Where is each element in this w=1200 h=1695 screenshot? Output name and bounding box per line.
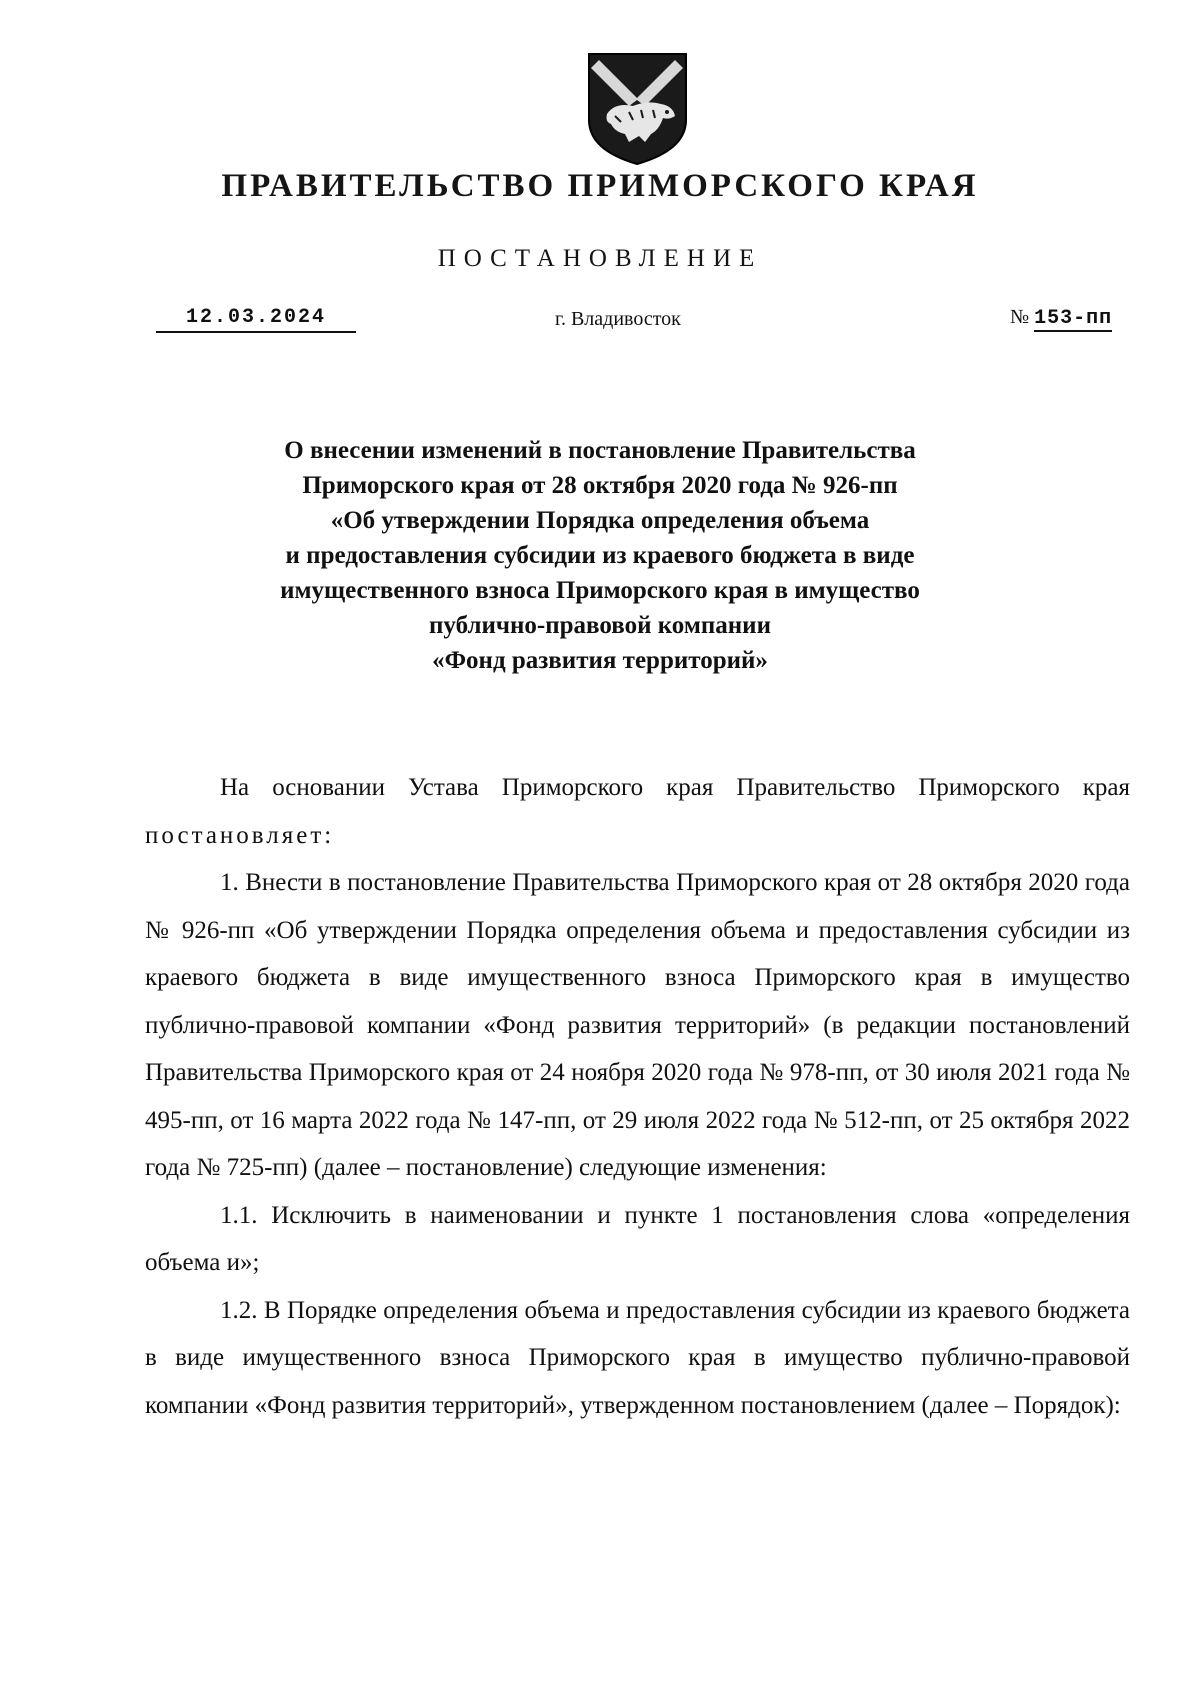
document-body bbox=[145, 764, 1130, 1429]
coat-of-arms-icon bbox=[585, 50, 690, 168]
document-city: г. Владивосток bbox=[555, 308, 681, 330]
document-type: ПОСТАНОВЛЕНИЕ bbox=[437, 245, 763, 272]
subject-line: «Об утверждении Порядка определения объема bbox=[330, 507, 870, 534]
government-title: ПРАВИТЕЛЬСТВО ПРИМОРСКОГО КРАЯ bbox=[221, 168, 979, 204]
subject-line: публично-правовой компании bbox=[429, 612, 771, 639]
subject-line: «Фонд развития территорий» bbox=[432, 647, 768, 674]
document-date: 12.03.2024 bbox=[156, 306, 356, 333]
document-number bbox=[1010, 306, 1112, 330]
number-value: 153-пп bbox=[1034, 307, 1113, 330]
subject-line: имущественного взноса Приморского края в имущество bbox=[280, 577, 920, 604]
intro-colon: : bbox=[324, 821, 332, 849]
paragraph-item-1-2: 1.2. В Порядке определения объема и предоставления субсидии из краевого бюджета в виде имущественного взноса Приморского края в имущество публично-правовой компании «Фонд развития территорий», утвержденном постановлением (далее – Порядок): bbox=[145, 1296, 1130, 1419]
decree-word: постановляет bbox=[145, 821, 325, 849]
subject-line: О внесении изменений в постановление Правительства bbox=[284, 437, 916, 464]
paragraph-item-1-1: 1.1. Исключить в наименовании и пункте 1 постановления слова «определения объема и»; bbox=[145, 1201, 1130, 1276]
intro-text: На основании Устава Приморского края Правительство Приморского края bbox=[220, 774, 1130, 801]
subject-line: и предоставления субсидии из краевого бюджета в виде bbox=[285, 542, 915, 569]
subject-line: Приморского края от 28 октября 2020 года № 926-пп bbox=[302, 472, 898, 499]
number-prefix: № bbox=[1010, 306, 1035, 328]
intro-paragraph bbox=[145, 764, 1130, 859]
document-subject bbox=[0, 433, 1200, 678]
paragraph-item-1: 1. Внести в постановление Правительства Приморского края от 28 октября 2020 года № 926-пп «Об утверждении Порядка определения объема и предоставления субсидии из краевого бюджета в виде имущественного взноса Приморского края в имущество публично-правовой компании «Фонд развития территорий» (в редакции постановлений Правительства Приморского края от 24 ноября 2020 года № 978-пп, от 30 июля 2021 года № 495-пп, от 16 марта 2022 года № 147-пп, от 29 июля 2022 года № 512-пп, от 25 октября 2022 года № 725-пп) (далее – постановление) следующие изменения: bbox=[145, 869, 1130, 1181]
